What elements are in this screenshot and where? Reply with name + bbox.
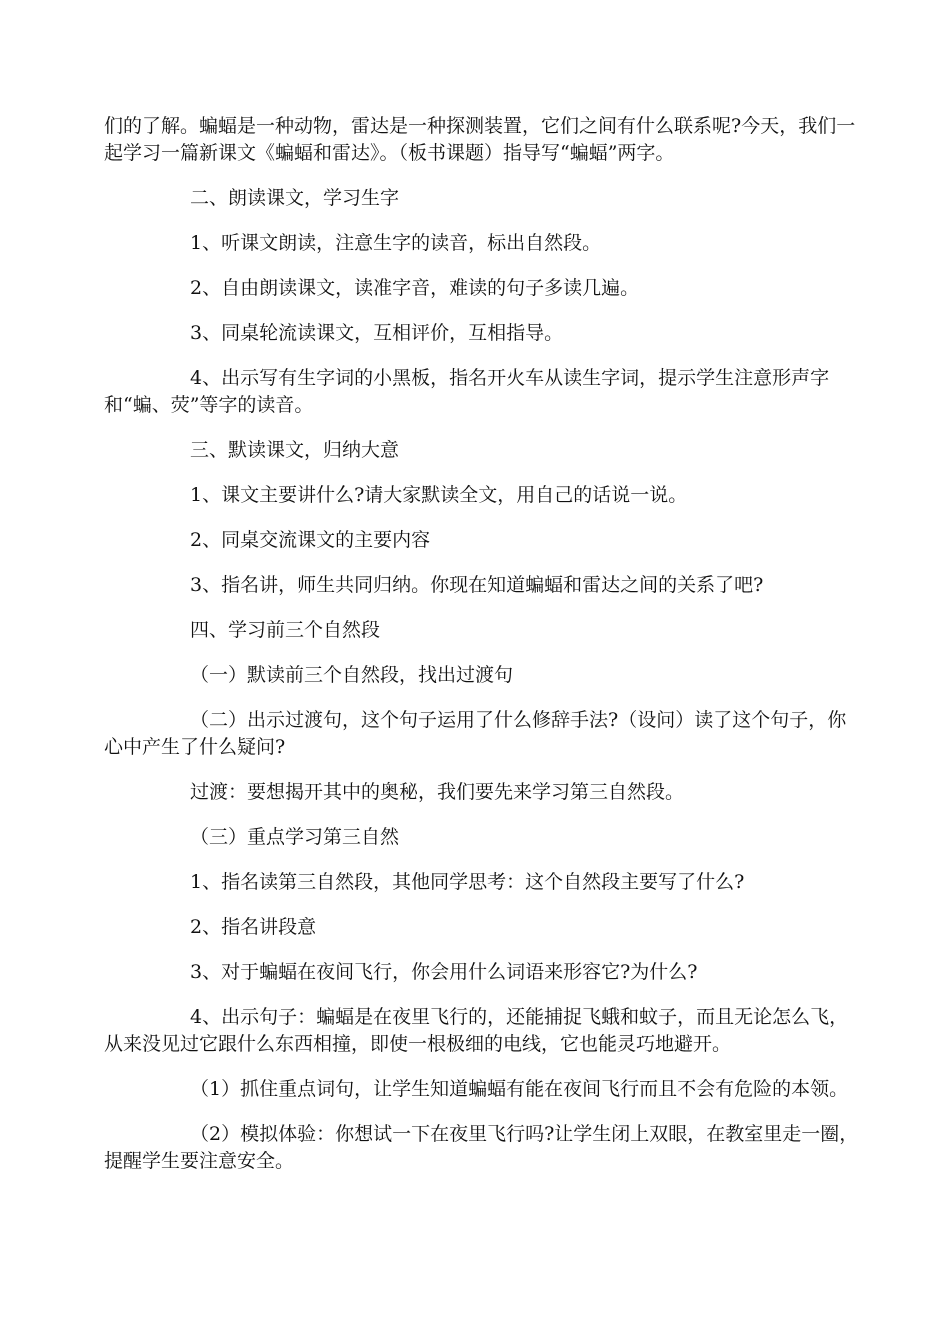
subsection-item: （二）出示过渡句，这个句子运用了什么修辞手法?（设问）读了这个句子，你心中产生了什么疑问? [104,709,847,758]
list-item: 1、指名读第三自然段，其他同学思考：这个自然段主要写了什么? [190,871,745,893]
section-heading-3: 三、默读课文，归纳大意 [190,439,400,461]
list-item: 3、指名讲，师生共同归纳。你现在知道蝙蝠和雷达之间的关系了吧? [190,574,764,596]
sub-list-item: （1）抓住重点词句，让学生知道蝙蝠有能在夜间飞行而且不会有危险的本领。 [190,1078,849,1100]
list-item: 3、对于蝙蝠在夜间飞行，你会用什么词语来形容它?为什么? [190,961,698,983]
list-item: 4、出示句子：蝙蝠是在夜里飞行的，还能捕捉飞蛾和蚊子，而且无论怎么飞，从来没见过它跟什么东西相撞，即使一根极细的电线，它也能灵巧地避开。 [104,1006,849,1055]
subsection-item: （一）默读前三个自然段，找出过渡句 [190,664,514,686]
list-item: 1、课文主要讲什么?请大家默读全文，用自己的话说一说。 [190,484,688,506]
section-heading-2: 二、朗读课文，学习生字 [190,187,400,209]
paragraph-intro: 们的了解。蝙蝠是一种动物，雷达是一种探测装置，它们之间有什么联系呢?今天，我们一起学习一篇新课文《蝙蝠和雷达》。（板书课题）指导写“蝙蝠”两字。 [104,115,856,164]
transition-paragraph: 过渡：要想揭开其中的奥秘，我们要先来学习第三自然段。 [190,781,685,803]
list-item: 2、自由朗读课文，读准字音，难读的句子多读几遍。 [190,277,640,299]
section-heading-4: 四、学习前三个自然段 [190,619,381,641]
sub-list-item: （2）模拟体验：你想试一下在夜里飞行吗?让学生闭上双眼，在教室里走一圈，提醒学生要注意安全。 [104,1123,859,1172]
list-item: 2、指名讲段意 [190,916,317,938]
list-item: 2、同桌交流课文的主要内容 [190,529,431,551]
list-item: 1、听课文朗读，注意生字的读音，标出自然段。 [190,232,602,254]
list-item: 4、出示写有生字词的小黑板，指名开火车从读生字词，提示学生注意形声字和“蝙、荧”等字的读音。 [104,367,830,416]
subsection-item: （三）重点学习第三自然 [190,826,400,848]
document-body [104,113,864,1193]
list-item: 3、同桌轮流读课文，互相评价，互相指导。 [190,322,564,344]
